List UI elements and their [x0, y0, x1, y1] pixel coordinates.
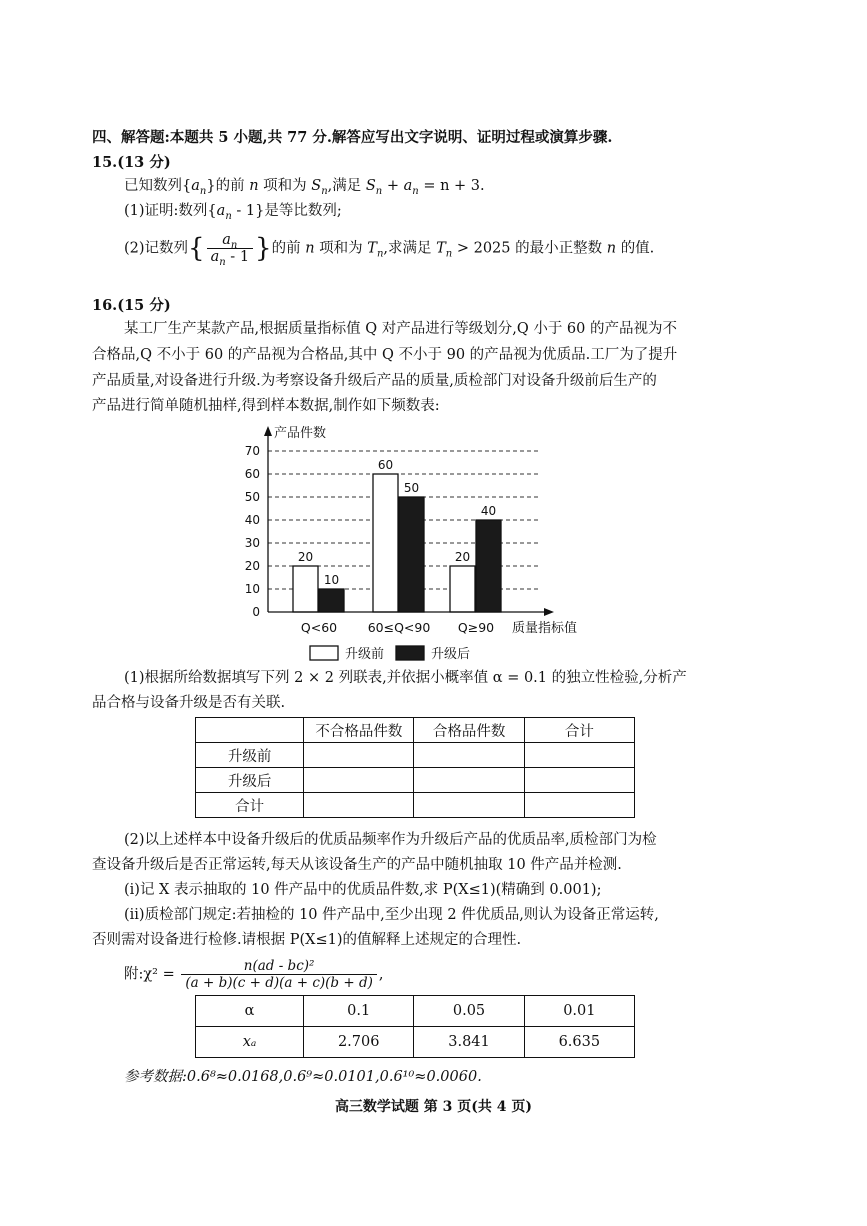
chart-bar: [373, 474, 398, 612]
table-row: [196, 743, 635, 768]
section-header: 四、解答题:本题共 5 小题,共 77 分.解答应写出文字说明、证明过程或演算步骤.: [92, 129, 613, 146]
q16-part1-line1: (1)根据所给数据填写下列 2 × 2 列联表,并依据小概率值 α = 0.1 的独立性检验,分析产: [124, 670, 687, 686]
critical-value-table: [195, 995, 635, 1058]
table-header-cell: 合计: [524, 718, 634, 743]
table-cell-blank: [524, 768, 634, 793]
table-row-label: 升级后: [196, 768, 304, 793]
table-cell-blank: [524, 793, 634, 818]
chart-y-axis-title: 产品件数: [274, 426, 327, 441]
q16-sub-ii-line1: (ii)质检部门规定:若抽检的 10 件产品中,至少出现 2 件优质品,则认为设备正常运转,: [124, 907, 659, 923]
table-cell-blank: [414, 793, 524, 818]
formula-numerator: n(ad - bc)²: [181, 958, 377, 975]
chart-x-tick-label: Q<60: [300, 620, 338, 635]
chart-bar: [293, 566, 318, 612]
chart-bar: [450, 566, 475, 612]
table-header-cell: 合格品件数: [414, 718, 524, 743]
table-corner-cell: [196, 718, 304, 743]
table-cell-blank: [304, 768, 414, 793]
table-row: [196, 793, 635, 818]
chart-value-label: 20: [297, 550, 314, 564]
table-cell: 0.05: [414, 996, 524, 1027]
chart-value-label: 20: [454, 550, 471, 564]
table-cell: α: [196, 996, 304, 1027]
chart-x-axis-arrow: [544, 608, 554, 616]
table-cell-blank: [414, 768, 524, 793]
table-row: [196, 996, 635, 1027]
table-cell-blank: [414, 743, 524, 768]
chart-value-label: 50: [403, 481, 420, 495]
table-row-label: 合计: [196, 793, 304, 818]
table-cell-blank: [304, 743, 414, 768]
chart-legend-label: 升级前: [345, 647, 385, 662]
chart-y-axis-arrow: [264, 426, 272, 436]
q15-part2: (2)记数列{ $\frac{a_n}{a_n - 1}$ }的前 n 项和为 $T_n$,求满足 $T_n > 2025$ 的最小正整数 n 的值.: [124, 232, 655, 268]
reference-data: 参考数据:0.6⁸≈0.0168,0.6⁹≈0.0101,0.6¹⁰≈0.0060.: [124, 1069, 482, 1085]
q16-sub-ii-line2: 否则需对设备进行检修.请根据 P(X≤1)的值解释上述规定的合理性.: [92, 932, 522, 948]
table-header-row: [196, 718, 635, 743]
table-row-label: 升级前: [196, 743, 304, 768]
table-cell-blank: [304, 793, 414, 818]
chart-y-tick-label: 70: [244, 444, 260, 458]
q16-part2-line1: (2)以上述样本中设备升级后的优质品频率作为升级后产品的优质品率,质检部门为检: [124, 832, 657, 848]
chart-y-tick-label: 30: [244, 536, 260, 550]
q16-para-line3: 产品质量,对设备进行升级.为考察设备升级后产品的质量,质检部门对设备升级前后生产的: [92, 373, 657, 389]
chart-y-tick-label: 50: [244, 490, 260, 504]
chart-y-tick-label: 0: [252, 605, 260, 619]
chart-bar: [399, 497, 424, 612]
table-cell: 0.01: [524, 996, 634, 1027]
q16-number: 16.(15 分): [92, 297, 171, 314]
q16-part2-line2: 查设备升级后是否正常运转,每天从该设备生产的产品中随机抽取 10 件产品并检测.: [92, 857, 622, 873]
table-header-cell: 不合格品件数: [304, 718, 414, 743]
chart-x-tick-label: 60≤Q<90: [367, 620, 431, 635]
chart-y-tick-label: 20: [244, 559, 260, 573]
table-cell: 3.841: [414, 1027, 524, 1058]
table-cell: 2.706: [304, 1027, 414, 1058]
chart-y-tick-label: 40: [244, 513, 260, 527]
chart-y-tick-label: 60: [244, 467, 260, 481]
q15-number: 15.(13 分): [92, 154, 171, 171]
table-cell-blank: [524, 743, 634, 768]
q16-para-line4: 产品进行简单随机抽样,得到样本数据,制作如下频数表:: [92, 398, 440, 414]
appendix-label: 附:χ² =: [124, 966, 175, 983]
chi-square-formula: 附:χ² = $\frac{\text{n(ad - bc)²}}{(a + b)(c + d)(a + c)(b + d)}$ ,: [124, 958, 384, 991]
chart-value-label: 40: [480, 504, 497, 518]
chart-value-label: 60: [377, 458, 394, 472]
chart-x-axis-title: 质量指标值: [512, 621, 578, 636]
chart-legend-swatch: [310, 646, 338, 660]
chart-legend-label: 升级后: [431, 647, 471, 662]
table-row: [196, 768, 635, 793]
chart-y-tick-label: 10: [244, 582, 260, 596]
chart-value-label: 10: [323, 573, 340, 587]
chart-legend-swatch: [396, 646, 424, 660]
table-row: [196, 1027, 635, 1058]
chart-bar: [476, 520, 501, 612]
q15-stem: 已知数列$\{a_n\}$的前 n 项和为 $S_n$,满足 $S_n + a_n = n + 3$.: [124, 178, 485, 197]
chart-x-tick-label: Q≥90: [457, 620, 495, 635]
table-cell: xₐ: [196, 1027, 304, 1058]
formula-denominator: (a + b)(c + d)(a + c)(b + d): [185, 975, 373, 991]
table-cell: 0.1: [304, 996, 414, 1027]
q16-para-line1: 某工厂生产某款产品,根据质量指标值 Q 对产品进行等级划分,Q 小于 60 的产品视为不: [124, 321, 677, 337]
page-footer: 高三数学试题 第 3 页(共 4 页): [334, 1099, 533, 1115]
contingency-table: [195, 717, 635, 818]
q15-part1: (1)证明:数列$\{a_n - 1\}$是等比数列;: [124, 203, 342, 222]
q16-part1-line2: 品合格与设备升级是否有关联.: [92, 695, 286, 711]
q16-para-line2: 合格品,Q 不小于 60 的产品视为合格品,其中 Q 不小于 90 的产品视为优质品.工厂为了提升: [92, 347, 678, 363]
chart-bar: [319, 589, 344, 612]
table-cell: 6.635: [524, 1027, 634, 1058]
q16-sub-i: (i)记 X 表示抽取的 10 件产品中的优质品件数,求 P(X≤1)(精确到 0.001);: [124, 882, 602, 898]
frequency-bar-chart: [0, 410, 867, 670]
